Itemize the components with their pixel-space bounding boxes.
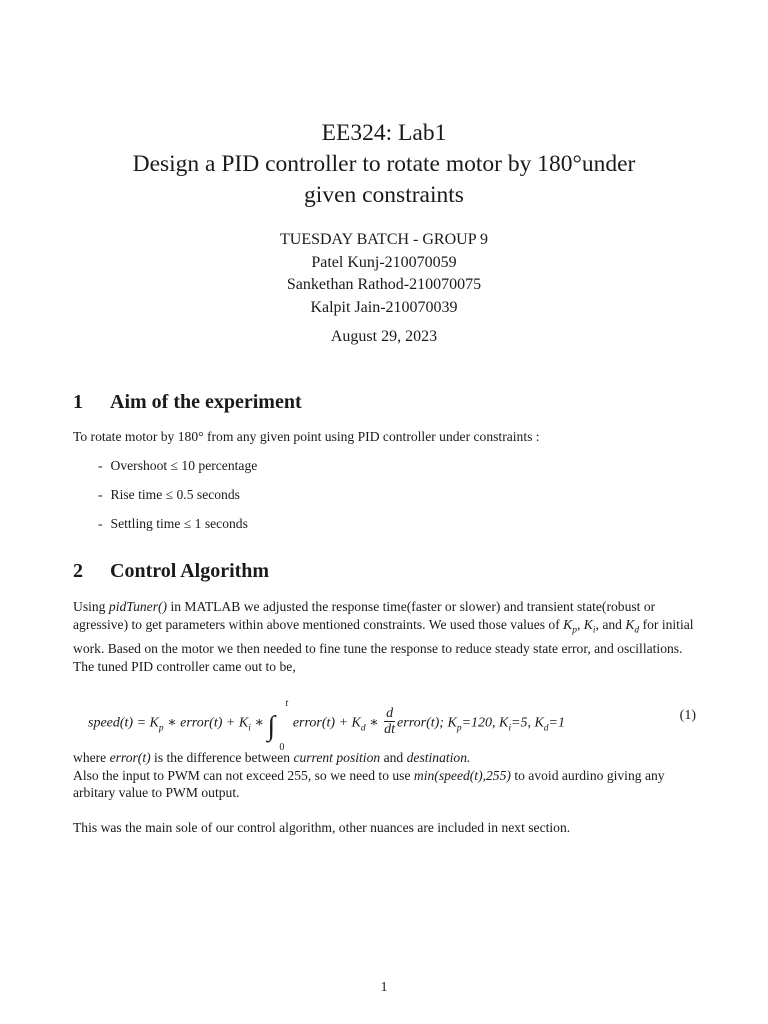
constraint-rise-time: Rise time ≤ 0.5 seconds	[110, 487, 240, 502]
author-block	[60, 229, 708, 319]
paragraph-summary: This was the main sole of our control algorithm, other nuances are included in next section.	[73, 820, 571, 835]
integral-sign: ∫ t 0	[267, 697, 289, 753]
date: August 29, 2023	[330, 328, 438, 345]
function-name: pidTuner()	[108, 599, 168, 614]
page-number: 1	[380, 979, 388, 994]
title-block	[60, 118, 708, 211]
paper-title-line-2: given constraints	[304, 182, 464, 208]
author-name: Patel Kunj-210070059	[311, 253, 457, 271]
constraint-overshoot: Overshoot ≤ 10 percentage	[110, 458, 258, 473]
section-title: Control Algorithm	[110, 560, 270, 582]
pid-equation: speed(t) = $K_p$ ∗ error(t) + $K_i$ ∗ ∫ t 0 error(t) + $K_d$ ∗ $\frac{d}{dt}$ error(t); $K_p=120$, $K_i=5$, $K_d=1$ (1)	[88, 697, 696, 753]
paragraph-method: Using pidTuner() in MATLAB we adjusted the response time(faster or slower) and transient state(robust or agressive) to get parameters within above mentioned constraints. We used those values of $K_p$, $K_i$, and $K_d$ for initial work. Based on the motor we then needed to fine tune the response to reduce steady state error, and oscillations. The tuned PID controller came out to be,	[73, 599, 694, 674]
author-name: Sankethan Rathod-210070075	[286, 276, 482, 293]
derivative-fraction: $\frac{d}{dt}$	[384, 706, 396, 737]
paragraph-error-definition: where error(t) is the difference between current position and destination. Also the input to PWM can not exceed 255, so we need to use min(speed(t),255) to avoid aurdino giving any arbitary value to PWM output.	[73, 750, 665, 801]
author-name: Kalpit Jain-210070039	[310, 298, 458, 316]
course-title: EE324: Lab1	[321, 120, 447, 146]
function-name: min(speed(t),255)	[413, 767, 511, 783]
list-item: - Overshoot ≤ 10 percentage	[98, 458, 258, 473]
section-title: Aim of the experiment	[110, 391, 302, 413]
equation-number: (1)	[679, 708, 696, 723]
paper-title-line-1: Design a PID controller to rotate motor by 180°under	[132, 151, 636, 177]
section-heading-control	[73, 560, 269, 583]
batch-label: TUESDAY BATCH - GROUP 9	[279, 231, 489, 248]
aim-intro: To rotate motor by 180° from any given point using PID controller under constraints :	[73, 429, 540, 444]
list-item: - Settling time ≤ 1 seconds	[98, 516, 248, 531]
section-number: 1	[73, 391, 83, 413]
paragraph-lead-in: The tuned PID controller came out to be,	[73, 658, 296, 674]
list-item: - Rise time ≤ 0.5 seconds	[98, 487, 240, 502]
section-heading-aim	[73, 391, 302, 414]
constraint-settling-time: Settling time ≤ 1 seconds	[110, 516, 248, 531]
section-number: 2	[73, 560, 83, 582]
